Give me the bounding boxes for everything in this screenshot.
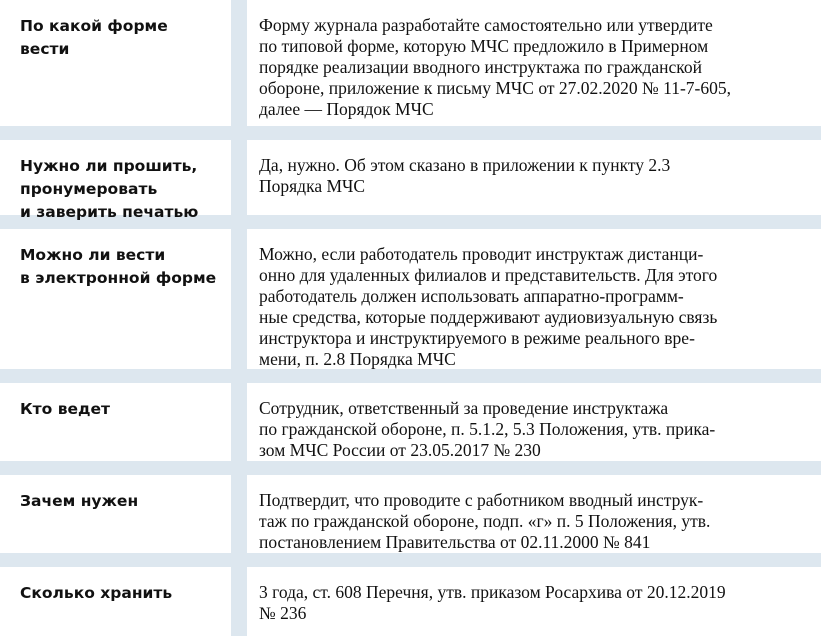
row-question: Можно ли вести в электронной форме bbox=[20, 246, 217, 287]
table-row bbox=[0, 0, 821, 140]
row-answer: Подтвердит, что проводите с работником вводный инструк- таж по гражданской обороне, подп. «г» п. 5 Положения, утв. постановлением Правительства от 02.11.2000 № 841 bbox=[259, 490, 711, 552]
row-answer: Да, нужно. Об этом сказано в приложении к пункту 2.3 Порядка МЧС bbox=[259, 155, 671, 196]
table-row bbox=[0, 567, 821, 636]
row-question: Нужно ли прошить, пронумеровать и заверить печатью bbox=[20, 157, 199, 221]
row-answer: Сотрудник, ответственный за проведение инструктажа по гражданской обороне, п. 5.1.2, 5.3 Положения, утв. прика- зом МЧС России от 23.05.2017 № 230 bbox=[259, 398, 716, 460]
column-divider bbox=[231, 229, 247, 369]
column-divider bbox=[231, 383, 247, 461]
table-row bbox=[0, 229, 821, 383]
row-question: По какой форме вести bbox=[20, 17, 168, 58]
column-divider bbox=[231, 0, 247, 126]
column-divider bbox=[231, 567, 247, 636]
table-row bbox=[0, 475, 821, 567]
table-row bbox=[0, 383, 821, 475]
row-answer: Можно, если работодатель проводит инструктаж дистанци- онно для удаленных филиалов и представительств. Для этого работодатель должен использовать аппаратно-программ- ные средства, которые поддерживают аудиовизуальную связь инструктора и инструктируемого в режиме реального вре- мени, п. 2.8 Порядка МЧС bbox=[259, 244, 718, 369]
row-question: Зачем нужен bbox=[20, 492, 139, 510]
row-question: Сколько хранить bbox=[20, 584, 173, 602]
row-answer: Форму журнала разработайте самостоятельно или утвердите по типовой форме, которую МЧС предложило в Примерном порядке реализации вводного инструктажа по гражданской обороне, приложение к письму МЧС от 27.02.2020 № 11-7-605, далее — Порядок МЧС bbox=[259, 15, 731, 119]
column-divider bbox=[231, 475, 247, 553]
row-answer: 3 года, ст. 608 Перечня, утв. приказом Росархива от 20.12.2019 № 236 bbox=[259, 582, 726, 623]
table-row bbox=[0, 140, 821, 229]
row-question: Кто ведет bbox=[20, 400, 111, 418]
column-divider bbox=[231, 140, 247, 215]
